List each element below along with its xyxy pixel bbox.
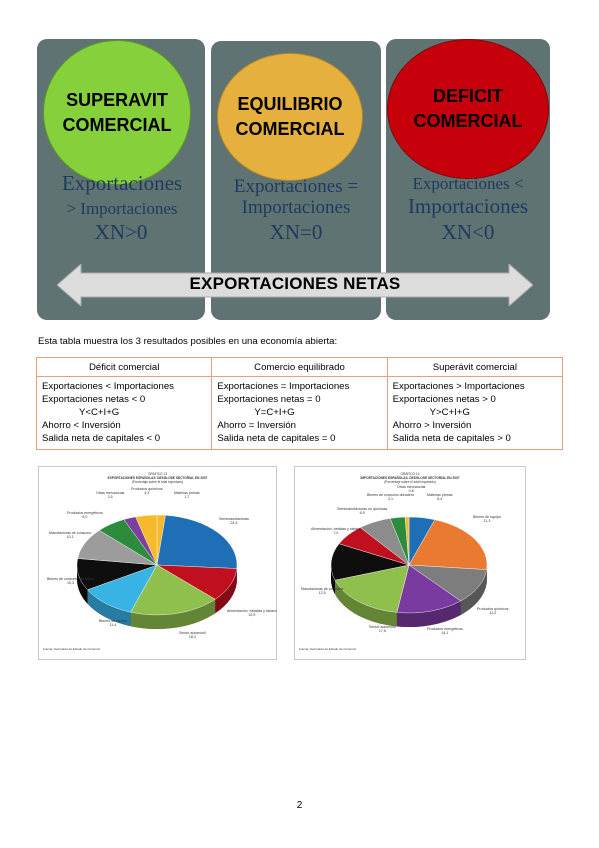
table-header-row [37, 358, 563, 377]
cell-line: Exportaciones < Importaciones [42, 381, 174, 392]
cell-line: Y=C+I+G [254, 407, 295, 418]
trade-balance-diagram [37, 39, 550, 320]
trade-outcomes-table [36, 357, 563, 450]
deficit-xn: XN<0 [441, 220, 495, 244]
equilibrio-title-1: EQUILIBRIO [237, 94, 343, 114]
intro-text: Esta tabla muestra los 3 resultados posibles en una economía abierta: [38, 336, 338, 347]
cell-line: Ahorro < Inversión [42, 420, 121, 431]
table-row [37, 377, 563, 450]
cell-line: Exportaciones netas > 0 [392, 394, 496, 405]
cell-line: Exportaciones netas = 0 [217, 394, 321, 405]
figure-title: GRÁFICO 14 [400, 472, 420, 476]
figure-subtitle: (Porcentaje sobre el total importado) [384, 480, 436, 484]
pie-label: Materias primas 1,7 [174, 491, 200, 499]
figure-title: GRÁFICO 13 [148, 472, 167, 476]
superavit-condition [37, 171, 207, 221]
pie-label: Semimanufacturas 24,4 [219, 517, 249, 525]
cell-line: Exportaciones = Importaciones [217, 381, 350, 392]
cell-line: Exportaciones netas < 0 [42, 394, 146, 405]
superavit-text-2: > Importaciones [66, 199, 178, 218]
deficit-text-1: Exportaciones < [412, 174, 524, 193]
pie-label: Bienes de equipo 21,3 [473, 515, 501, 523]
exports-pie-figure [38, 466, 277, 660]
equilibrio-title-2: COMERCIAL [235, 119, 345, 139]
cell-line: Exportaciones > Importaciones [392, 381, 525, 392]
deficit-title-1: DEFICIT [433, 86, 503, 106]
pie-label: Productos energéticos 6,0 [67, 511, 103, 519]
imports-pie-figure [294, 466, 526, 660]
figure-subtitle: (Porcentaje sobre el total exportado) [131, 480, 184, 484]
cell-line: Y<C+I+G [79, 407, 120, 418]
pie-label: Otras mercancías 2,5 [96, 491, 125, 499]
pie-label: Materias primas 5,4 [427, 493, 453, 501]
cell-line: Salida neta de capitales < 0 [42, 433, 161, 444]
equilibrio-xn: XN=0 [269, 220, 323, 244]
exports-pie-chart [39, 467, 276, 659]
deficit-circle [387, 39, 549, 179]
pie-label: Alimentación, bebidas y tabaco 10,9 [227, 609, 277, 617]
pie-label: Manufacturas de consumo 10,1 [49, 531, 92, 539]
equilibrio-condition [211, 176, 381, 218]
pie-label: Alimentación, bebidas y tabaco 7,0 [311, 527, 361, 535]
page-number: 2 [296, 800, 303, 811]
header-deficit: Déficit comercial [37, 358, 212, 377]
pie-label: Semimanufacturas no químicas 6,9 [337, 507, 388, 515]
figure-source: Fuente: Secretaría de Estado de Comercio [299, 647, 357, 651]
superavit-circle [43, 40, 191, 185]
deficit-condition [386, 173, 550, 219]
equilibrado-cell [212, 377, 387, 450]
header-superavit: Superávit comercial [387, 358, 562, 377]
figure-source: Fuente: Secretaría de Estado de Comercio [43, 647, 101, 651]
equilibrio-circle [217, 53, 363, 181]
header-equilibrado: Comercio equilibrado [212, 358, 387, 377]
superavit-text-1: Exportaciones [61, 171, 183, 195]
cell-line: Salida neta de capitales > 0 [392, 433, 511, 444]
deficit-cell [37, 377, 212, 450]
pie-label: Productos energéticos 14,1 [427, 627, 463, 635]
cell-line: Y>C+I+G [429, 407, 470, 418]
superavit-title-2: COMERCIAL [62, 114, 172, 135]
figure-title: IMPORTACIONES ESPAÑOLAS. DESGLOSE SECTORIAL EN 2007 [360, 476, 460, 480]
superavit-xn: XN>0 [94, 220, 148, 244]
superavit-title-1: SUPERAVIT [66, 89, 168, 110]
cell-line: Ahorro = Inversión [217, 420, 296, 431]
equilibrio-text-1: Exportaciones = [233, 176, 359, 197]
figure-title: EXPORTACIONES ESPAÑOLAS. DESGLOSE SECTORIAL EN 2007 [107, 476, 208, 480]
pie-label: Sector automóvil 17,5 [369, 625, 396, 633]
pie-label: Sector automóvil 18,3 [179, 631, 206, 639]
pie-label: Otras mercancías 0,8 [397, 485, 426, 493]
pie-label: Bienes de equipo 11,4 [99, 619, 127, 627]
cell-line: Ahorro > Inversión [392, 420, 472, 431]
pie-label: Productos químicos 12,0 [477, 607, 509, 615]
superavit-cell [387, 377, 562, 450]
cell-line: Salida neta de capitales = 0 [217, 433, 336, 444]
pie-label: Manufacturas de consumo 12,5 [301, 587, 344, 595]
pie-label: Bienes de consumo duradero 10,3 [47, 577, 94, 585]
deficit-title-2: COMERCIAL [413, 111, 523, 131]
pie-label: Productos químicos 4,3 [131, 487, 163, 495]
deficit-text-2: Importaciones [407, 194, 529, 218]
arrow-label: EXPORTACIONES NETAS [189, 274, 401, 293]
pie-label: Bienes de consumo duradero 3,1 [367, 493, 414, 501]
equilibrio-text-2: Importaciones [241, 197, 351, 218]
